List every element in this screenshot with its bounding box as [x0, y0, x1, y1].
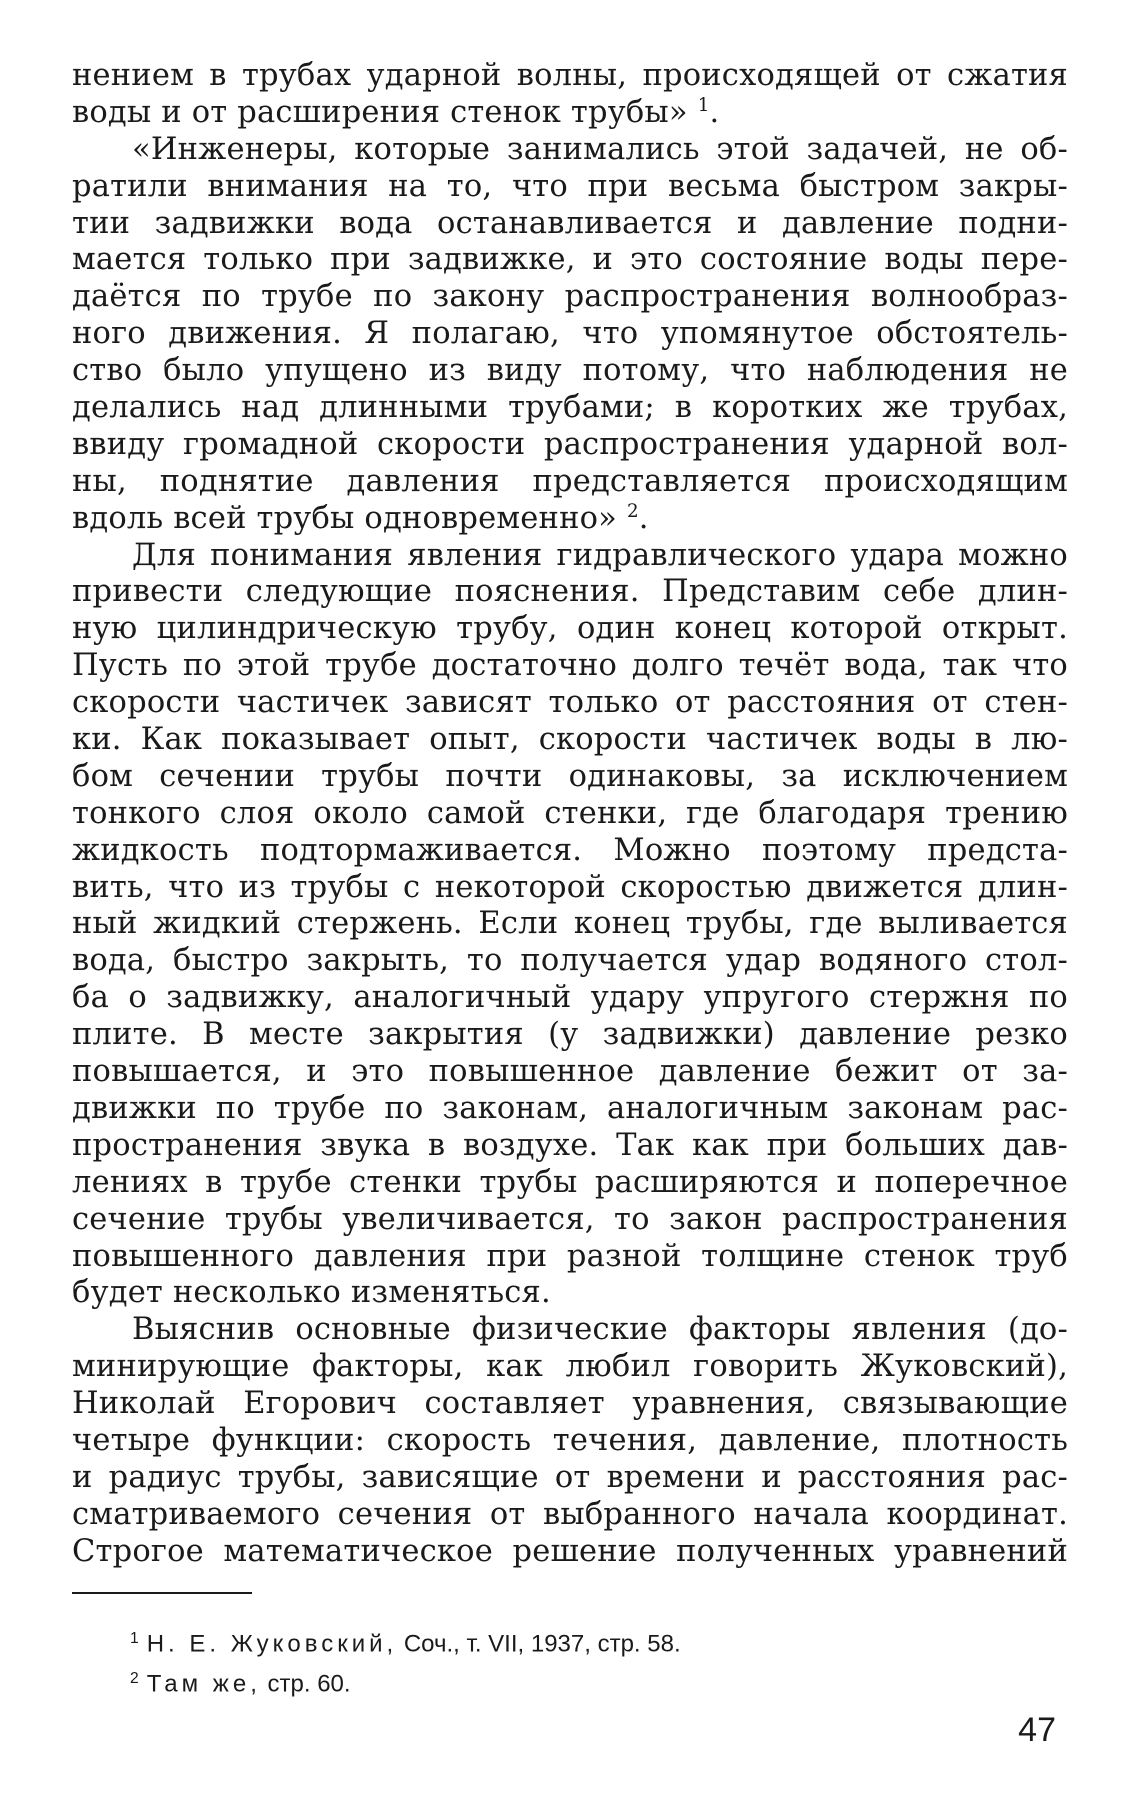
footnote-author: Там же,: [146, 1670, 261, 1698]
text-line: ный жидкий стержень. Если конец трубы, где выливается: [72, 906, 1068, 942]
text-line: сечение трубы увеличивается, то закон распространения: [72, 1201, 1068, 1237]
text-line: ба о задвижку, аналогичный удару упругого стержня по: [72, 980, 1068, 1016]
text-line: ратили внимания на то, что при весьма быстром закры-: [72, 168, 1068, 204]
text-line: скорости частичек зависят только от расстояния от стен-: [72, 685, 1068, 721]
text-line: движки по трубе по законам, аналогичным законам рас-: [72, 1090, 1068, 1126]
text-line: минирующие факторы, как любил говорить Жуковский),: [72, 1349, 1068, 1385]
footnote: [130, 1662, 1030, 1702]
footnote: [130, 1622, 1030, 1662]
text-line: вода, быстро закрыть, то получается удар водяного стол-: [72, 943, 1068, 979]
body-text: [72, 58, 1068, 1571]
text-line: сматриваемого сечения от выбранного начала координат.: [72, 1496, 1068, 1532]
text-line: жидкость подтормаживается. Можно поэтому предста-: [72, 832, 1068, 868]
text-line: вить, что из трубы с некоторой скоростью движется длин-: [72, 869, 1068, 905]
footnotes: [130, 1622, 1030, 1701]
text-line: нением в трубах ударной волны, происходящей от сжатия: [72, 58, 1068, 93]
footnote-divider: [72, 1592, 252, 1594]
text-line: тии задвижки вода останавливается и давление подни-: [72, 205, 1068, 241]
text-line: тонкого слоя около самой стенки, где благодаря трению: [72, 795, 1068, 831]
footnote-mark: 1: [130, 1630, 139, 1647]
text-line: будет несколько изменяться.: [72, 1275, 551, 1311]
text-line: Строгое математическое решение полученных уравнений: [72, 1533, 1068, 1569]
page-number: 47: [1018, 1711, 1056, 1749]
text-line: четыре функции: скорость течения, давление, плотность: [72, 1422, 1068, 1458]
text-line: мается только при задвижке, и это состояние воды пере-: [72, 242, 1068, 278]
text-line: делались над длинными трубами; в коротких же трубах,: [72, 390, 1068, 426]
text-line: Выяснив основные физические факторы явления (до-: [132, 1312, 1068, 1348]
text-line: привести следующие пояснения. Представим себе длин-: [72, 574, 1068, 610]
text-line: ство было упущено из виду потому, что наблюдения не: [72, 353, 1068, 389]
text-line: ки. Как показывает опыт, скорости частичек воды в лю-: [72, 722, 1068, 758]
text-line: [72, 95, 1068, 132]
text-line: ны, поднятие давления представляется происходящим: [72, 463, 1068, 499]
text-line: лениях в трубе стенки трубы расширяются и поперечное: [72, 1164, 1068, 1200]
text-line: даётся по трубе по закону распространения волнообраз-: [72, 279, 1068, 315]
text-line: «Инженеры, которые занимались этой задачей, не об-: [132, 131, 1068, 167]
footnote-ref-2: 2: [626, 500, 639, 522]
footnote-text: Соч., т. VII, 1937, стр. 58.: [403, 1630, 681, 1658]
line-ending: .: [709, 94, 720, 130]
text-line: Пусть по этой трубе достаточно долго течёт вода, так что: [72, 648, 1068, 684]
footnote-text: стр. 60.: [267, 1670, 351, 1698]
text-line: ную цилиндрическую трубу, один конец которой открыт.: [72, 611, 1068, 647]
text-line-content: вдоль всей трубы одновременно»: [72, 500, 618, 536]
text-line: ного движения. Я полагаю, что упомянутое обстоятель-: [72, 316, 1068, 352]
text-line: и радиус трубы, зависящие от времени и расстояния рас-: [72, 1459, 1068, 1495]
text-line: Для понимания явления гидравлического удара можно: [132, 537, 1068, 573]
text-line: пространения звука в воздухе. Так как при больших дав-: [72, 1127, 1068, 1163]
text-line: ввиду громадной скорости распространения ударной вол-: [72, 426, 1068, 462]
text-line: повышенного давления при разной толщине стенок труб: [72, 1238, 1068, 1274]
text-line-content: воды и от расширения стенок трубы»: [72, 94, 688, 130]
text-line: плите. В месте закрытия (у задвижки) давление резко: [72, 1017, 1068, 1053]
text-line: Николай Егорович составляет уравнения, связывающие: [72, 1386, 1068, 1422]
line-ending: .: [638, 500, 649, 536]
footnote-mark: 2: [130, 1669, 139, 1687]
footnote-author: Н. Е. Жуковский,: [146, 1630, 398, 1658]
text-line: повышается, и это повышенное давление бежит от за-: [72, 1054, 1068, 1090]
text-line: [72, 501, 1068, 538]
text-line: бом сечении трубы почти одинаковы, за исключением: [72, 758, 1068, 794]
footnote-ref-1: 1: [697, 94, 710, 116]
